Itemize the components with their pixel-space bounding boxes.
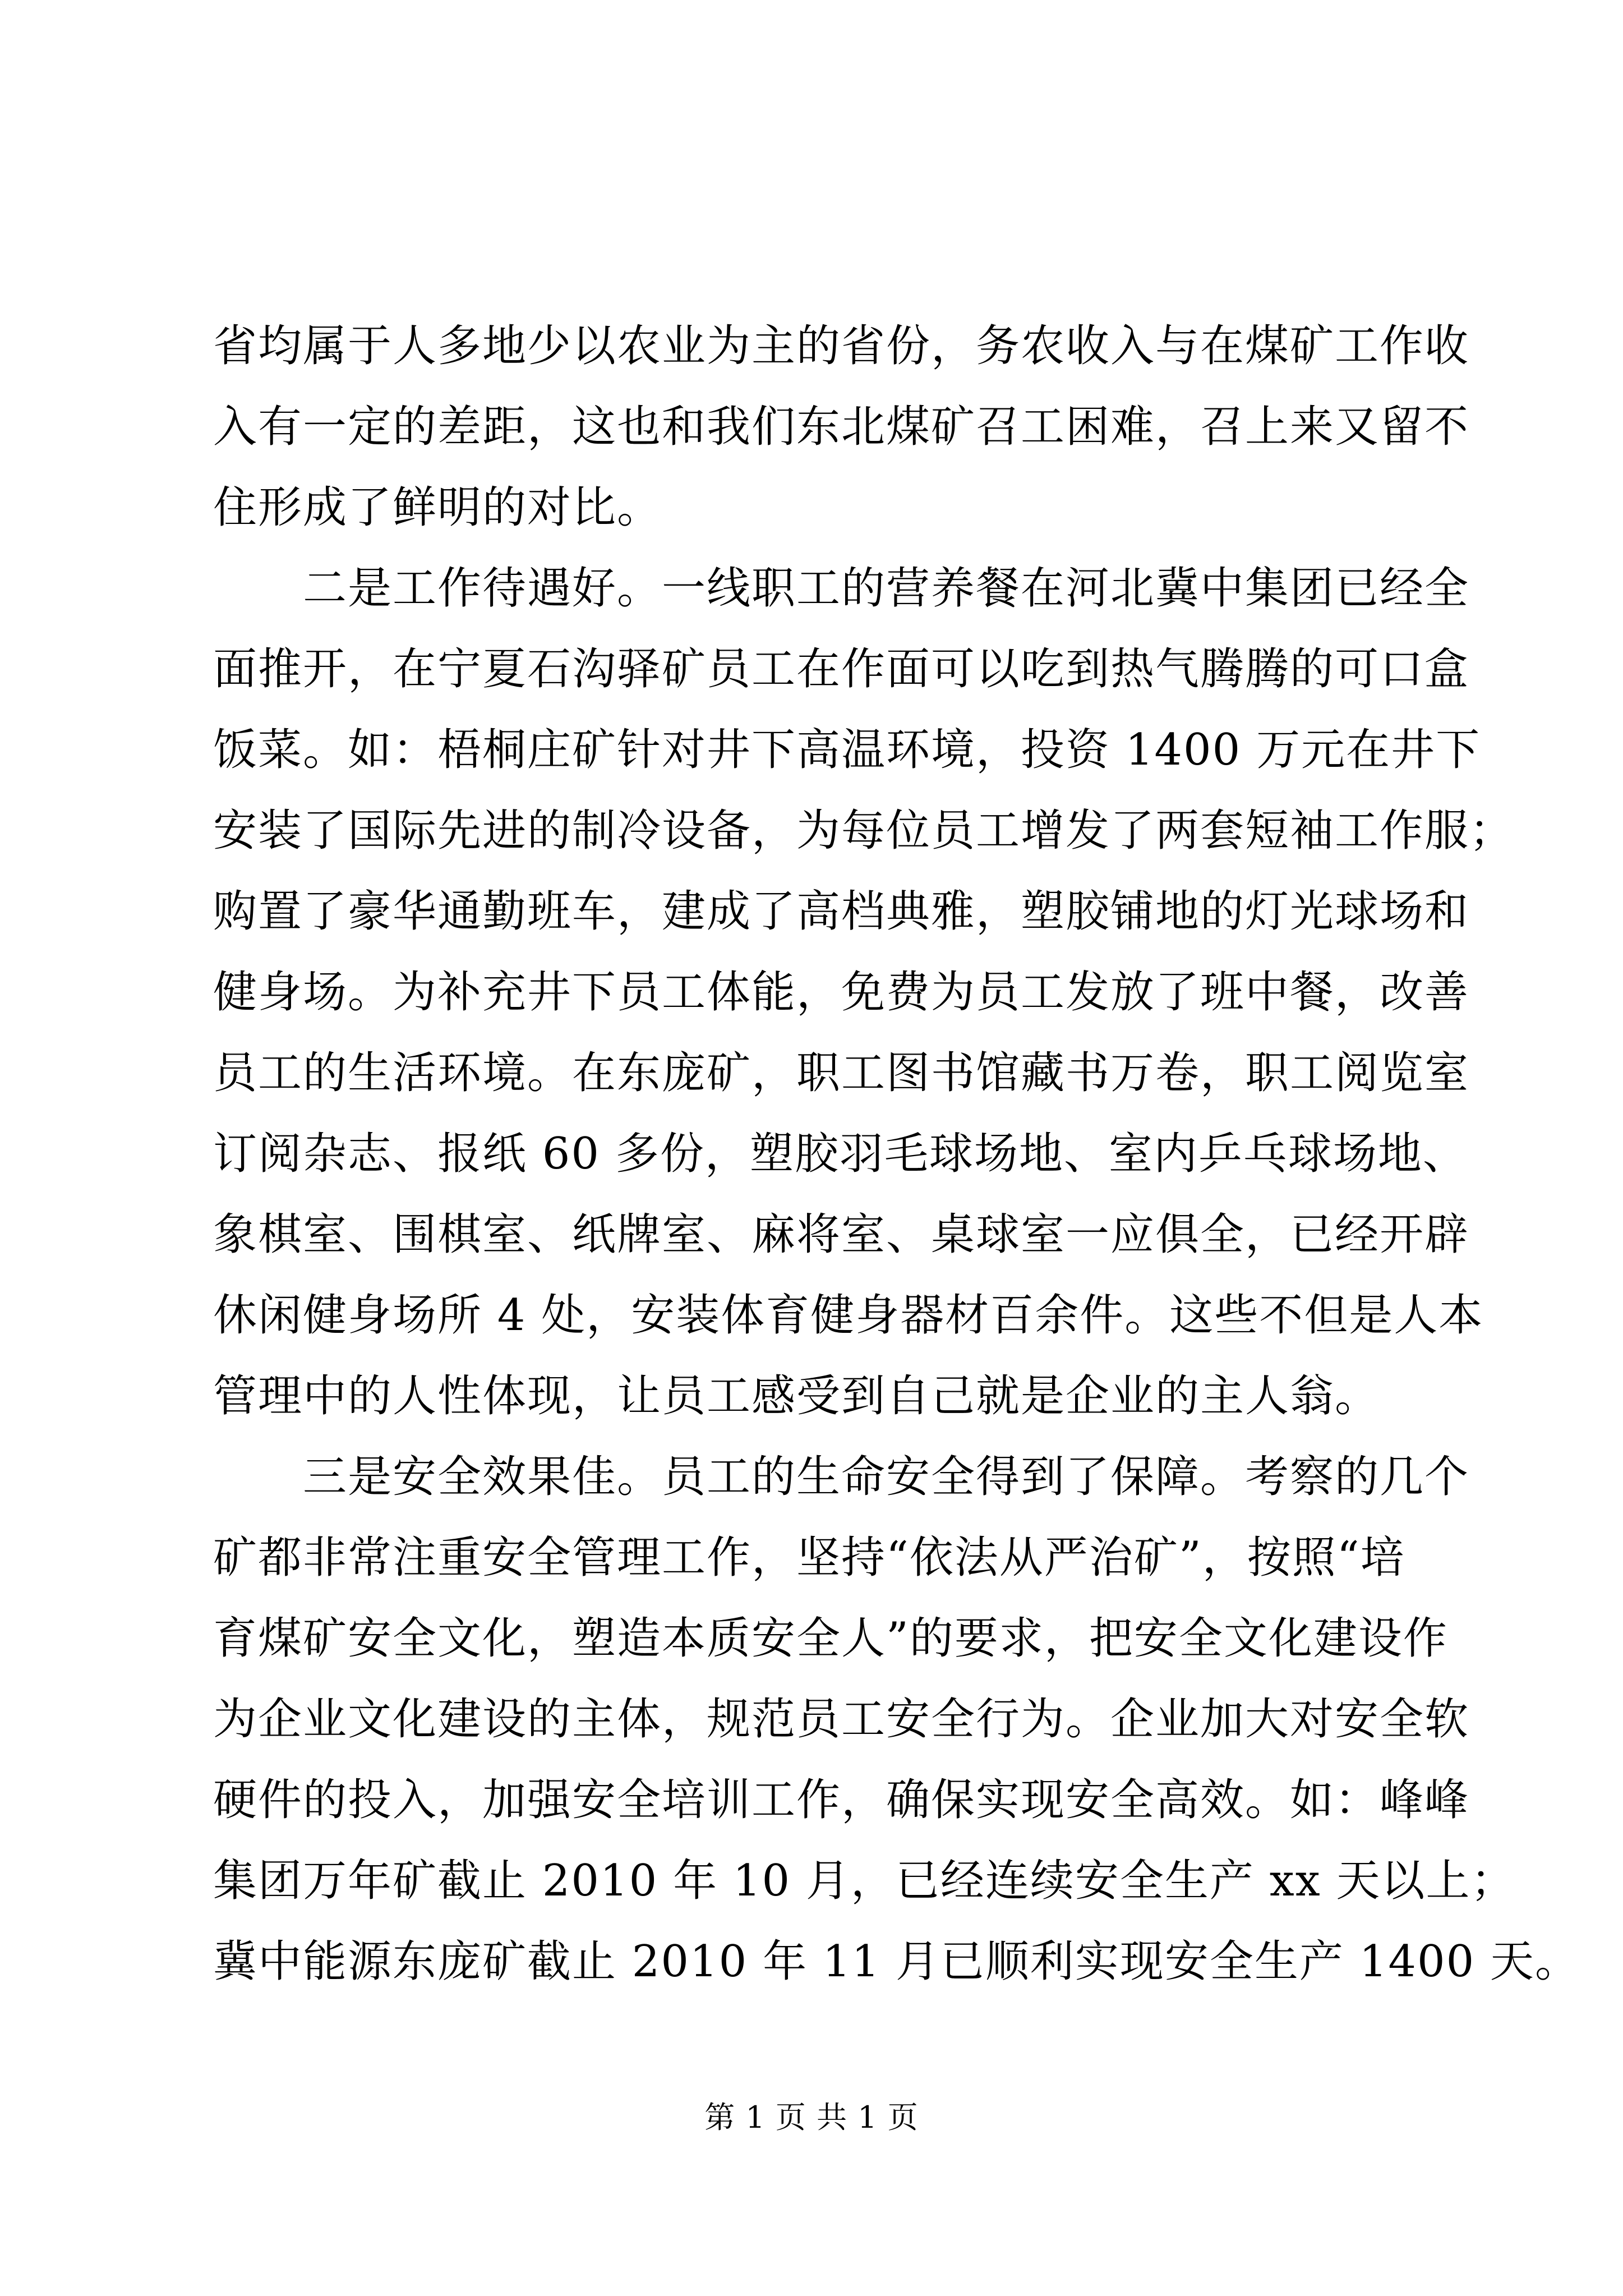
body-text [213, 306, 1580, 2002]
text-line: 员工的生活环境。在东庞矿，职工图书馆藏书万卷，职工阅览室 [213, 1048, 1470, 1098]
text-line: 省均属于人多地少以农业为主的省份，务农收入与在煤矿工作收 [213, 321, 1470, 371]
text-line: 冀中能源东庞矿截止 2010 年 11 月已顺利实现安全生产 1400 天。 [213, 1936, 1580, 1987]
text-line: 住形成了鲜明的对比。 [213, 482, 662, 533]
text-line: 硬件的投入，加强安全培训工作，确保实现安全高效。如：峰峰 [213, 1775, 1470, 1825]
text-line: 矿都非常注重安全管理工作，坚持“依法从严治矿”，按照“培 [213, 1533, 1405, 1583]
text-line: 集团万年矿截止 2010 年 10 月，已经连续安全生产 xx 天以上； [213, 1856, 1516, 1906]
text-line: 三是安全效果佳。员工的生命安全得到了保障。考察的几个 [213, 1452, 1470, 1502]
text-line: 休闲健身场所 4 处，安装体育健身器材百余件。这些不但是人本 [213, 1290, 1484, 1341]
page-number-footer: 第 1 页 共 1 页 [704, 2100, 919, 2135]
text-line: 象棋室、围棋室、纸牌室、麻将室、桌球室一应俱全，已经开辟 [213, 1209, 1470, 1260]
text-line: 为企业文化建设的主体，规范员工安全行为。企业加大对安全软 [213, 1694, 1470, 1745]
text-line: 购置了豪华通勤班车，建成了高档典雅，塑胶铺地的灯光球场和 [213, 886, 1470, 937]
text-line: 饭菜。如：梧桐庄矿针对井下高温环境，投资 1400 万元在井下 [213, 725, 1481, 775]
text-line: 健身场。为补充井下员工体能，免费为员工发放了班中餐，改善 [213, 967, 1470, 1018]
text-line: 管理中的人性体现，让员工感受到自己就是企业的主人翁。 [213, 1371, 1380, 1421]
text-line: 入有一定的差距，这也和我们东北煤矿召工困难，召上来又留不 [213, 402, 1470, 452]
text-line: 面推开，在宁夏石沟驿矿员工在作面可以吃到热气腾腾的可口盒 [213, 644, 1470, 694]
text-line: 育煤矿安全文化，塑造本质安全人”的要求，把安全文化建设作 [213, 1613, 1448, 1664]
text-line: 订阅杂志、报纸 60 多份，塑胶羽毛球场地、室内乒乓球场地、 [213, 1129, 1468, 1179]
text-line: 安装了国际先进的制冷设备，为每位员工增发了两套短袖工作服； [213, 806, 1515, 856]
text-line: 二是工作待遇好。一线职工的营养餐在河北冀中集团已经全 [213, 563, 1470, 614]
